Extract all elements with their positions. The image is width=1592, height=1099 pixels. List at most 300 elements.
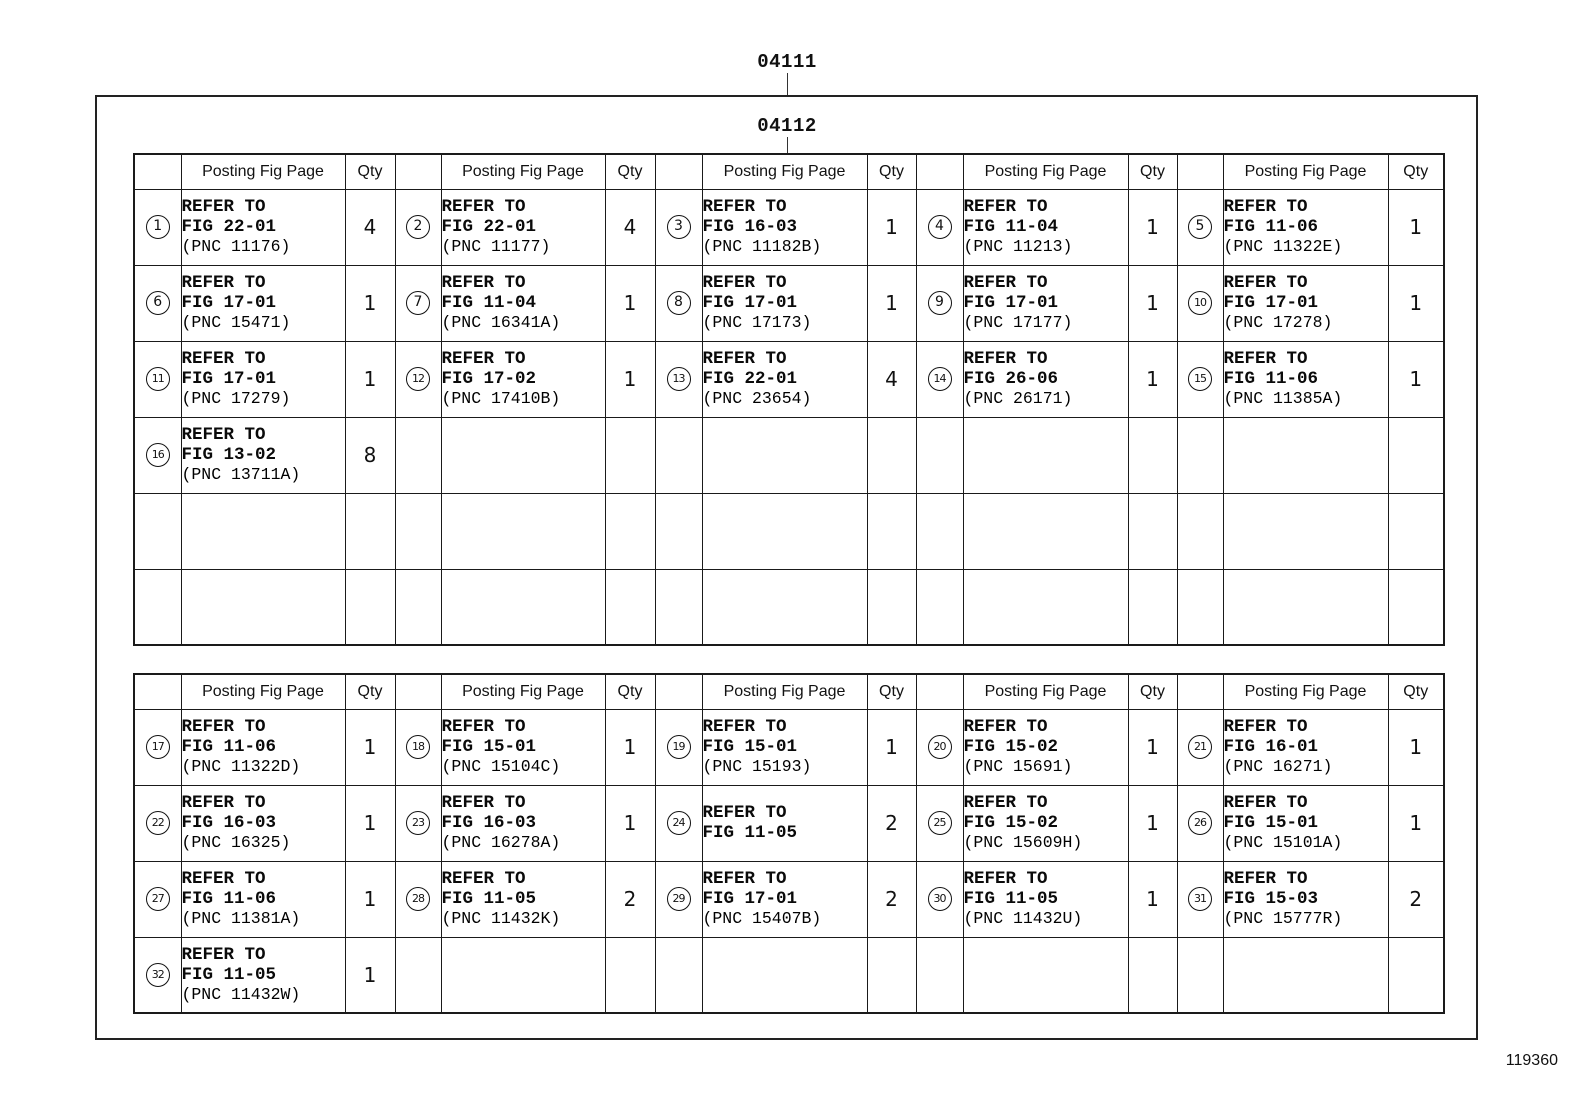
qty-value: 1	[363, 291, 377, 315]
fig-reference: FIG 11-04	[963, 217, 1059, 237]
qty-value: 2	[623, 887, 637, 911]
table-header-row	[134, 674, 1444, 709]
fig-reference: FIG 26-06	[963, 369, 1059, 389]
header-number-cell	[916, 154, 963, 189]
reference-block	[703, 869, 867, 929]
fig-reference: FIG 16-03	[702, 217, 798, 237]
reference-block	[1224, 197, 1388, 257]
empty-cell	[702, 493, 867, 569]
empty-cell	[702, 569, 867, 645]
header-number-cell	[1177, 154, 1223, 189]
empty-cell	[963, 493, 1128, 569]
pnc-reference: (PNC 11432W)	[181, 984, 301, 1004]
callout-number: 1	[146, 215, 170, 239]
qty-value: 2	[885, 811, 898, 835]
qty-value: 1	[1146, 291, 1159, 315]
qty-value: 1	[623, 367, 637, 391]
refer-to-label: REFER TO	[963, 869, 1048, 889]
fig-reference: FIG 16-03	[441, 813, 537, 833]
fig-reference: FIG 11-05	[702, 823, 798, 843]
refer-to-label: REFER TO	[181, 717, 266, 737]
fig-reference: FIG 15-02	[963, 813, 1059, 833]
callout-cell	[134, 785, 181, 861]
callout-cell	[655, 265, 702, 341]
callout-cell	[134, 265, 181, 341]
fig-reference: FIG 17-01	[181, 293, 277, 313]
reference-block	[182, 425, 345, 485]
posting-cell	[1223, 189, 1388, 265]
reference-block	[1224, 273, 1388, 333]
parts-table	[133, 673, 1445, 1014]
pnc-reference: (PNC 11176)	[181, 237, 291, 256]
qty-cell	[605, 785, 655, 861]
qty-cell	[345, 785, 395, 861]
empty-cell	[655, 417, 702, 493]
fig-reference: FIG 17-01	[1223, 293, 1319, 313]
fig-reference: FIG 17-01	[963, 293, 1059, 313]
callout-cell	[134, 341, 181, 417]
callout-cell	[916, 189, 963, 265]
empty-cell	[605, 493, 655, 569]
qty-value: 1	[1146, 887, 1159, 911]
reference-block	[703, 803, 867, 843]
empty-cell	[655, 569, 702, 645]
pnc-reference: (PNC 17177)	[963, 313, 1073, 332]
reference-block	[964, 273, 1128, 333]
callout-cell	[395, 189, 441, 265]
assembly-leader-line	[787, 73, 788, 95]
pnc-reference: (PNC 15691)	[963, 757, 1073, 776]
empty-cell	[1128, 417, 1177, 493]
refer-to-label: REFER TO	[963, 793, 1048, 813]
pnc-reference: (PNC 13711A)	[181, 465, 301, 484]
empty-cell	[916, 493, 963, 569]
empty-cell	[867, 937, 916, 1013]
pnc-reference: (PNC 11385A)	[1223, 389, 1343, 408]
callout-number: 16	[146, 443, 170, 467]
callout-cell	[1177, 785, 1223, 861]
refer-to-label: REFER TO	[181, 425, 266, 445]
fig-reference: FIG 17-01	[181, 369, 277, 389]
refer-to-label: REFER TO	[181, 869, 266, 889]
empty-cell	[867, 493, 916, 569]
empty-cell	[181, 493, 345, 569]
posting-cell	[702, 709, 867, 785]
qty-value: 4	[363, 215, 377, 239]
refer-to-label: REFER TO	[441, 197, 526, 217]
refer-to-label: REFER TO	[702, 349, 787, 369]
pnc-reference: (PNC 11213)	[963, 237, 1073, 256]
qty-cell	[605, 861, 655, 937]
callout-number: 6	[146, 291, 170, 315]
qty-value: 1	[1146, 735, 1159, 759]
header-qty: Qty	[1388, 674, 1444, 709]
empty-cell	[345, 493, 395, 569]
refer-to-label: REFER TO	[1223, 869, 1308, 889]
posting-cell	[1223, 861, 1388, 937]
callout-number: 17	[146, 735, 170, 759]
fig-reference: FIG 13-02	[181, 445, 277, 465]
posting-cell	[1223, 709, 1388, 785]
callout-cell	[916, 341, 963, 417]
refer-to-label: REFER TO	[441, 793, 526, 813]
header-posting-fig-page: Posting Fig Page	[963, 674, 1128, 709]
empty-cell	[134, 569, 181, 645]
reference-block	[442, 197, 605, 257]
qty-cell	[1388, 861, 1444, 937]
posting-cell	[181, 709, 345, 785]
callout-cell	[916, 861, 963, 937]
reference-block	[442, 793, 605, 853]
callout-cell	[655, 785, 702, 861]
posting-cell	[702, 861, 867, 937]
parts-table-lower	[133, 673, 1445, 1014]
qty-value: 1	[623, 291, 637, 315]
fig-reference: FIG 15-01	[1223, 813, 1319, 833]
qty-cell	[1128, 709, 1177, 785]
callout-number: 14	[928, 367, 952, 391]
empty-cell	[605, 417, 655, 493]
table-row	[134, 189, 1444, 265]
callout-number: 5	[1188, 215, 1212, 239]
qty-value: 1	[1146, 367, 1159, 391]
parts-table-upper	[133, 153, 1445, 646]
qty-value: 1	[363, 887, 377, 911]
callout-number: 32	[146, 963, 170, 987]
reference-block	[1224, 349, 1388, 409]
posting-cell	[963, 709, 1128, 785]
posting-cell	[963, 265, 1128, 341]
empty-cell	[1128, 937, 1177, 1013]
qty-value: 1	[885, 735, 898, 759]
callout-number: 15	[1188, 367, 1212, 391]
header-posting-fig-page: Posting Fig Page	[1223, 674, 1388, 709]
callout-cell	[916, 785, 963, 861]
qty-value: 1	[1409, 811, 1423, 835]
callout-cell	[655, 341, 702, 417]
header-qty: Qty	[1128, 154, 1177, 189]
qty-cell	[605, 189, 655, 265]
refer-to-label: REFER TO	[702, 197, 787, 217]
empty-cell	[1388, 417, 1444, 493]
reference-block	[182, 945, 345, 1005]
reference-block	[703, 717, 867, 777]
fig-reference: FIG 16-01	[1223, 737, 1319, 757]
empty-cell	[867, 569, 916, 645]
reference-block	[182, 197, 345, 257]
posting-cell	[1223, 341, 1388, 417]
callout-number: 9	[928, 291, 952, 315]
reference-block	[442, 717, 605, 777]
fig-reference: FIG 11-06	[1223, 369, 1319, 389]
callout-number: 12	[406, 367, 430, 391]
pnc-reference: (PNC 17278)	[1223, 313, 1333, 332]
fig-reference: FIG 11-04	[441, 293, 537, 313]
qty-value: 1	[1409, 291, 1423, 315]
qty-cell	[1128, 785, 1177, 861]
refer-to-label: REFER TO	[1223, 717, 1308, 737]
empty-cell	[345, 569, 395, 645]
refer-to-label: REFER TO	[441, 349, 526, 369]
empty-cell	[395, 493, 441, 569]
qty-cell	[605, 341, 655, 417]
header-number-cell	[655, 154, 702, 189]
callout-cell	[655, 189, 702, 265]
callout-number: 23	[406, 811, 430, 835]
callout-cell	[134, 189, 181, 265]
callout-cell	[1177, 189, 1223, 265]
qty-value: 8	[363, 443, 377, 467]
qty-value: 1	[1409, 367, 1423, 391]
fig-reference: FIG 22-01	[702, 369, 798, 389]
pnc-reference: (PNC 17279)	[181, 389, 291, 408]
qty-value: 1	[363, 962, 377, 987]
empty-cell	[702, 937, 867, 1013]
callout-number: 18	[406, 735, 430, 759]
callout-cell	[655, 861, 702, 937]
posting-cell	[963, 341, 1128, 417]
refer-to-label: REFER TO	[963, 349, 1048, 369]
header-posting-fig-page: Posting Fig Page	[1223, 154, 1388, 189]
fig-reference: FIG 11-06	[181, 737, 277, 757]
qty-cell	[1388, 341, 1444, 417]
table-row	[134, 569, 1444, 645]
empty-cell	[1177, 493, 1223, 569]
callout-number: 13	[667, 367, 691, 391]
callout-cell	[395, 265, 441, 341]
parts-table	[133, 153, 1445, 646]
callout-cell	[395, 341, 441, 417]
qty-value: 4	[885, 367, 898, 391]
qty-cell	[605, 709, 655, 785]
empty-cell	[963, 937, 1128, 1013]
pnc-reference: (PNC 17173)	[702, 313, 812, 332]
reference-block	[964, 869, 1128, 929]
posting-cell	[181, 417, 345, 493]
refer-to-label: REFER TO	[181, 197, 266, 217]
callout-number: 21	[1188, 735, 1212, 759]
qty-cell	[867, 861, 916, 937]
qty-value: 1	[1146, 215, 1159, 239]
refer-to-label: REFER TO	[181, 793, 266, 813]
qty-value: 1	[623, 735, 637, 759]
empty-cell	[963, 417, 1128, 493]
pnc-reference: (PNC 15777R)	[1223, 909, 1343, 928]
fig-reference: FIG 11-06	[181, 889, 277, 909]
sub-assembly-number-label: 04112	[757, 115, 817, 137]
pnc-reference: (PNC 11182B)	[702, 237, 822, 256]
callout-number: 31	[1188, 887, 1212, 911]
reference-block	[442, 349, 605, 409]
table-row	[134, 937, 1444, 1013]
qty-cell	[605, 265, 655, 341]
empty-cell	[1177, 417, 1223, 493]
qty-cell	[345, 937, 395, 1013]
posting-cell	[181, 265, 345, 341]
reference-block	[182, 793, 345, 853]
header-number-cell	[134, 154, 181, 189]
header-qty: Qty	[1388, 154, 1444, 189]
posting-cell	[702, 785, 867, 861]
empty-cell	[605, 569, 655, 645]
reference-block	[182, 349, 345, 409]
header-posting-fig-page: Posting Fig Page	[441, 674, 605, 709]
assembly-number-label: 04111	[757, 51, 817, 73]
empty-cell	[1128, 493, 1177, 569]
posting-cell	[441, 341, 605, 417]
reference-block	[964, 793, 1128, 853]
qty-cell	[867, 785, 916, 861]
callout-number: 22	[146, 811, 170, 835]
fig-reference: FIG 11-05	[963, 889, 1059, 909]
header-posting-fig-page: Posting Fig Page	[441, 154, 605, 189]
reference-block	[964, 197, 1128, 257]
empty-cell	[916, 569, 963, 645]
table-row	[134, 785, 1444, 861]
qty-cell	[1388, 265, 1444, 341]
fig-reference: FIG 11-05	[441, 889, 537, 909]
header-posting-fig-page: Posting Fig Page	[181, 674, 345, 709]
fig-reference: FIG 11-06	[1223, 217, 1319, 237]
callout-cell	[1177, 861, 1223, 937]
empty-cell	[963, 569, 1128, 645]
posting-cell	[702, 265, 867, 341]
fig-reference: FIG 22-01	[441, 217, 537, 237]
empty-cell	[1388, 493, 1444, 569]
fig-reference: FIG 16-03	[181, 813, 277, 833]
fig-reference: FIG 17-02	[441, 369, 537, 389]
refer-to-label: REFER TO	[1223, 793, 1308, 813]
qty-cell	[345, 341, 395, 417]
fig-reference: FIG 17-01	[702, 889, 798, 909]
empty-cell	[1388, 937, 1444, 1013]
empty-cell	[1223, 493, 1388, 569]
empty-cell	[605, 937, 655, 1013]
header-qty: Qty	[1128, 674, 1177, 709]
header-number-cell	[395, 154, 441, 189]
header-posting-fig-page: Posting Fig Page	[702, 154, 867, 189]
callout-number: 2	[406, 215, 430, 239]
pnc-reference: (PNC 15104C)	[441, 757, 561, 776]
reference-block	[182, 869, 345, 929]
fig-reference: FIG 22-01	[181, 217, 277, 237]
callout-number: 29	[667, 887, 691, 911]
refer-to-label: REFER TO	[1223, 273, 1308, 293]
empty-cell	[441, 417, 605, 493]
header-number-cell	[395, 674, 441, 709]
pnc-reference: (PNC 23654)	[702, 389, 812, 408]
qty-cell	[345, 417, 395, 493]
empty-cell	[1223, 569, 1388, 645]
header-qty: Qty	[345, 154, 395, 189]
reference-block	[182, 273, 345, 333]
table-row	[134, 493, 1444, 569]
callout-number: 19	[667, 735, 691, 759]
callout-number: 26	[1188, 811, 1212, 835]
qty-value: 1	[363, 811, 377, 835]
callout-cell	[395, 861, 441, 937]
qty-value: 1	[363, 735, 377, 759]
reference-block	[442, 869, 605, 929]
callout-cell	[134, 709, 181, 785]
posting-cell	[1223, 265, 1388, 341]
callout-number: 4	[928, 215, 952, 239]
qty-cell	[1388, 785, 1444, 861]
empty-cell	[441, 937, 605, 1013]
refer-to-label: REFER TO	[181, 349, 266, 369]
header-posting-fig-page: Posting Fig Page	[963, 154, 1128, 189]
table-row	[134, 709, 1444, 785]
qty-cell	[1128, 861, 1177, 937]
callout-number: 28	[406, 887, 430, 911]
empty-cell	[867, 417, 916, 493]
qty-value: 2	[885, 887, 898, 911]
header-number-cell	[1177, 674, 1223, 709]
header-number-cell	[655, 674, 702, 709]
fig-reference: FIG 15-01	[441, 737, 537, 757]
refer-to-label: REFER TO	[1223, 197, 1308, 217]
posting-cell	[702, 189, 867, 265]
refer-to-label: REFER TO	[441, 869, 526, 889]
empty-cell	[1177, 937, 1223, 1013]
callout-cell	[395, 785, 441, 861]
callout-number: 7	[406, 291, 430, 315]
callout-cell	[1177, 265, 1223, 341]
refer-to-label: REFER TO	[702, 869, 787, 889]
qty-cell	[1128, 189, 1177, 265]
qty-value: 2	[1409, 887, 1423, 911]
pnc-reference: (PNC 16325)	[181, 833, 291, 852]
refer-to-label: REFER TO	[963, 717, 1048, 737]
qty-cell	[345, 265, 395, 341]
posting-cell	[441, 189, 605, 265]
header-qty: Qty	[605, 154, 655, 189]
header-qty: Qty	[605, 674, 655, 709]
qty-cell	[1128, 265, 1177, 341]
fig-reference: FIG 15-02	[963, 737, 1059, 757]
qty-cell	[1128, 341, 1177, 417]
reference-block	[182, 717, 345, 777]
qty-value: 4	[623, 215, 637, 239]
reference-block	[964, 717, 1128, 777]
empty-cell	[441, 493, 605, 569]
fig-reference: FIG 11-05	[181, 964, 277, 985]
callout-cell	[134, 861, 181, 937]
empty-cell	[1223, 937, 1388, 1013]
empty-cell	[441, 569, 605, 645]
reference-block	[1224, 869, 1388, 929]
reference-block	[1224, 793, 1388, 853]
qty-value: 1	[1146, 811, 1159, 835]
refer-to-label: REFER TO	[963, 197, 1048, 217]
qty-value: 1	[363, 367, 377, 391]
empty-cell	[395, 417, 441, 493]
qty-cell	[345, 709, 395, 785]
empty-cell	[1388, 569, 1444, 645]
empty-cell	[1223, 417, 1388, 493]
callout-number: 30	[928, 887, 952, 911]
refer-to-label: REFER TO	[441, 273, 526, 293]
posting-cell	[181, 189, 345, 265]
reference-block	[703, 349, 867, 409]
header-qty: Qty	[867, 674, 916, 709]
posting-cell	[441, 709, 605, 785]
callout-cell	[655, 709, 702, 785]
empty-cell	[395, 937, 441, 1013]
reference-block	[703, 197, 867, 257]
posting-cell	[181, 861, 345, 937]
empty-cell	[134, 493, 181, 569]
